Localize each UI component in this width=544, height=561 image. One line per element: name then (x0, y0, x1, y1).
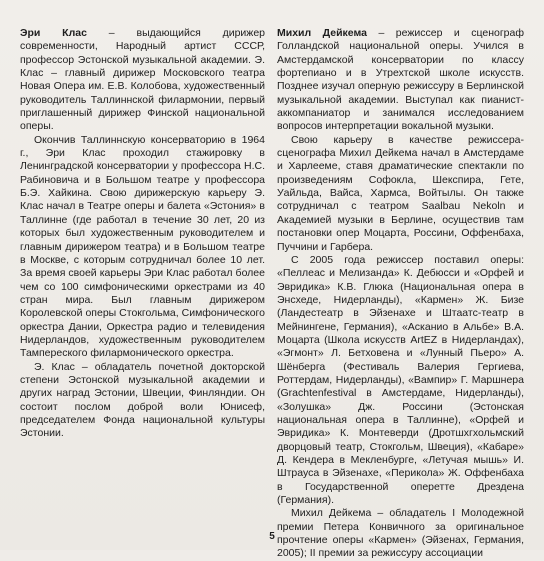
paragraph: Свою карьеру в качестве режиссера-сценографа Михил Дейкема начал в Амстердаме и Харлееме, ставя драматические спектакли по произведениям Софокла, Шекспира, Гете, Уайльда, Вайса, Хармса, Войтылы. Он также сотрудничал с театром Saalbau Nekoln и Академией музыки в Берлине, осуществив там постановки опер Моцарта, Россини, Оффенбаха, Пуччини и Гарбера. (277, 133, 524, 253)
paragraph: С 2005 года режиссер поставил оперы: «Пеллеас и Мелизанда» К. Дебюсси и «Орфей и Эвридика» К.В. Глюка (Национальная опера в Энсхеде, Нидерланды), «Кармен» Ж. Бизе (Ландестеатр в Эйзенахе и Штаатс-театр в Мейнингене, Германия), «Асканио в Альбе» В.А. Моцарта (Школа искусств ArtEZ в Нидерландах), «Эгмонт» Л. Бетховена и «Лунный Пьеро» А. Шёнберга (Фестиваль Валерия Гергиева, Роттердам, Нидерланды), «Вампир» Г. Маршнера (Grachtenfestival в Амстердаме, Нидерланды), «Золушка» Дж. Россини (Эстонская национальная опера в Таллинне), «Орфей и Эвридика» К. Монтеверди (Дротшхгхольмский дворцовый театр, Стокгольм, Швеция), «Кабаре» Д. Кендера в Мекленбурге, «Летучая мышь» И. Штрауса в Эйзенахе, «Перикола» Ж. Оффенбаха в Государственной оперетте Дрездена (Германия). (277, 253, 524, 507)
lead-name-eri-klas: Эри Клас (20, 27, 87, 39)
paragraph: Э. Клас – обладатель почетной докторской степени Эстонской музыкальной академии и других наград Эстонии, Швеции, Финляндии. Он состоит послом доброй воли Юнисеф, председателем Фонда национальной культуры Эстонии. (20, 360, 265, 440)
left-column (20, 27, 265, 441)
right-lead-paragraph (277, 27, 524, 134)
lead-text: – режиссер и сценограф Голландской национальной оперы. Учился в Амстердамской консерватории по классу фортепиано и в Утрехтской школе искусств. Позднее изучал оперную режиссуру в Берлинской музыкальной академии. Выступал как пианист-аккомпаниатор и занимался исследованием вопросов интерпретации вокальной музыки. (277, 27, 524, 133)
page-number: 5 (269, 531, 275, 542)
left-lead-paragraph (20, 27, 265, 134)
lead-text: – выдающийся дирижер современности, Народный артист СССР, профессор Эстонской музыкальной академии. Э. Клас – главный дирижер Московского театра Новая Опера им. Е.В. Колобова, художественный руководитель Таллиннской филармонии, первый приглашенный дирижер Финской национальной оперы. (20, 27, 266, 133)
lead-name-mikhil-deikema: Михил Дейкема (277, 27, 367, 39)
right-column (277, 27, 524, 561)
paragraph: Окончив Таллиннскую консерваторию в 1964 г., Эри Клас проходил стажировку в Ленинградской консерватории у профессора Н.С. Рабиновича и в Большом театре у профессора Б.Э. Хайкина. Свою дирижерскую карьеру Э. Клас начал в Театре оперы и балета «Эстония» в Таллинне (где работал в течение 30 лет, 20 из которых был художественным руководителем и главным дирижером театра) и в Большом театре в Москве, с которым сотрудничал более 10 лет. За время своей карьеры Эри Клас работал более чем со 100 симфоническими оркестрами из 40 стран мира. Был главным дирижером Королевской оперы Стокгольма, Симфонического оркестра Дании, Оркестра радио и телевидения Нидерландов, художественным руководителем Тампереского филармонического оркестра. (20, 133, 265, 360)
paragraph: Михил Дейкема – обладатель I Молодежной премии Петера Конвичного за оригинальное прочтение оперы «Кармен» (Эйзенах, Германия, 2005); II премии за режиссуру ассоциации (277, 507, 524, 560)
